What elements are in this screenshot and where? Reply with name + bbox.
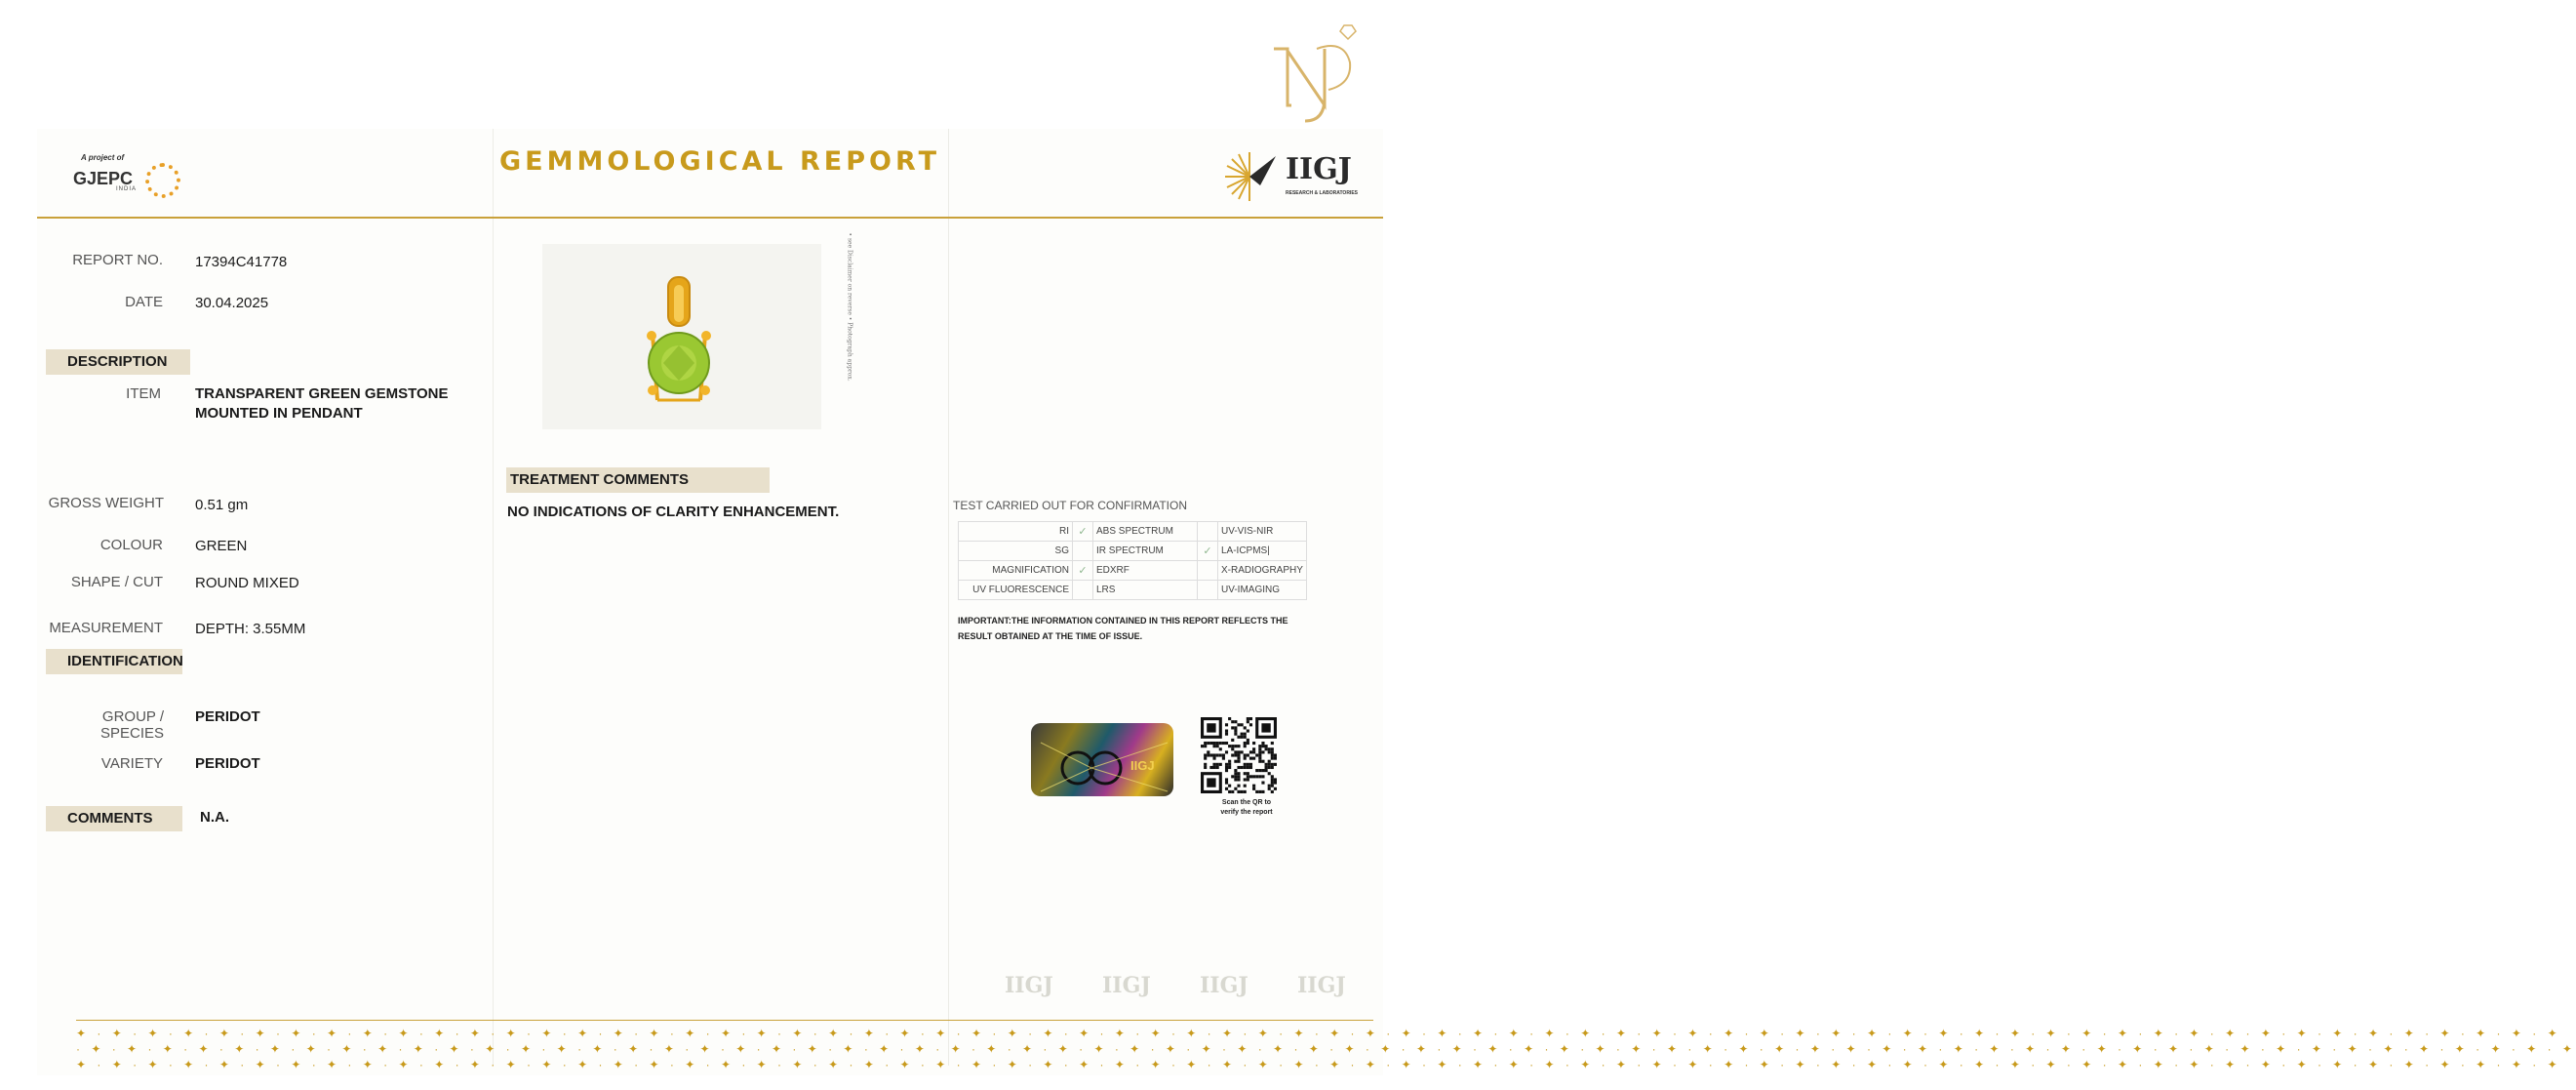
report-no-value: 17394C41778 [195,254,288,270]
test-check: ✓ [1198,542,1218,561]
test-check: ✓ [1073,561,1093,581]
qr-caption-line2: verify the report [1220,809,1273,816]
iigj-name: IIGJ [1286,152,1352,186]
fold-line [948,129,949,1066]
qr-code [1201,717,1277,793]
gjepc-sub: INDIA [116,186,138,192]
test-name: UV-IMAGING [1218,581,1307,600]
test-name: EDXRF [1093,561,1198,581]
important-note [958,613,1289,644]
gross-weight-label: GROSS WEIGHT [48,495,164,511]
treatment-comments-text: NO INDICATIONS OF CLARITY ENHANCEMENT. [507,504,840,520]
colour-label: COLOUR [99,537,163,553]
test-name: RI [959,522,1073,542]
iigj-watermark: IIGJ [1005,973,1053,998]
shape-label: SHAPE / CUT [70,574,163,590]
tests-row [959,522,1307,542]
decorative-star-border: ✦ · ✦ · ✦ · ✦ · ✦ · ✦ · ✦ · ✦ · ✦ · ✦ · ✦ · ✦ · ✦ · ✦ · ✦ · ✦ · ✦ · ✦ · ✦ · ✦ · ✦ · ✦ · ✦ · ✦ · ✦ · ✦ · ✦ · ✦ · ✦ · ✦ · ✦ · ✦ · ✦ · ✦ · ✦ · ✦ · ✦ · ✦ · ✦ · ✦ · ✦ · ✦ · ✦ · ✦ · ✦ · ✦ · ✦ · ✦ · ✦ · ✦ · ✦ · ✦ · ✦ · ✦ · ✦ · ✦ · ✦ · ✦ · ✦ · ✦ · ✦ · ✦ · ✦ · ✦ · ✦ · ✦ · ✦ · ✦ · ✦ · ✦ [76,1027,2561,1040]
header-divider [37,217,1383,219]
gjepc-emblem-icon [145,163,180,198]
iigj-sub: RESEARCH & LABORATORIES [1286,190,1358,196]
test-name: UV FLUORESCENCE [959,581,1073,600]
test-name: LRS [1093,581,1198,600]
test-check [1198,522,1218,542]
item-value-line1: TRANSPARENT GREEN GEMSTONE [195,385,449,402]
gross-weight-value: 0.51 gm [195,497,249,513]
gem-photo [542,244,821,429]
important-label: IMPORTANT: [958,616,1011,626]
test-check [1198,581,1218,600]
date-value: 30.04.2025 [195,295,269,311]
measurement-label: MEASUREMENT [49,620,163,636]
gjepc-tagline: A project of [81,153,125,162]
group-species-label: GROUP / SPECIES [99,708,164,742]
important-line2: RESULT OBTAINED AT THE TIME OF ISSUE. [958,631,1143,641]
tests-row [959,542,1307,561]
tests-heading: TEST CARRIED OUT FOR CONFIRMATION [953,499,1188,512]
test-name: UV-VIS-NIR [1218,522,1307,542]
test-check: ✓ [1073,522,1093,542]
description-heading [46,349,190,375]
decorative-star-border: · ✦ · ✦ · ✦ · ✦ · ✦ · ✦ · ✦ · ✦ · ✦ · ✦ · ✦ · ✦ · ✦ · ✦ · ✦ · ✦ · ✦ · ✦ · ✦ · ✦ · ✦ · ✦ · ✦ · ✦ · ✦ · ✦ · ✦ · ✦ · ✦ · ✦ · ✦ · ✦ · ✦ · ✦ · ✦ · ✦ · ✦ · ✦ · ✦ · ✦ · ✦ · ✦ · ✦ · ✦ · ✦ · ✦ · ✦ · ✦ · ✦ · ✦ · ✦ · ✦ · ✦ · ✦ · ✦ · ✦ · ✦ · ✦ · ✦ · ✦ · ✦ · ✦ · ✦ · ✦ · ✦ · ✦ · ✦ · ✦ · ✦ · ✦ [76,1042,2576,1056]
page-title: GEMMOLOGICAL REPORT [499,146,940,177]
hologram-text: IIGJ [1130,758,1155,773]
qr-caption [1208,798,1286,818]
tests-table [958,521,1307,600]
comments-heading [46,806,182,831]
shape-value: ROUND MIXED [195,575,299,591]
test-name: IR SPECTRUM [1093,542,1198,561]
gjepc-name: GJEPC [73,169,134,188]
test-check [1198,561,1218,581]
iigj-watermark: IIGJ [1200,973,1248,998]
test-check [1073,542,1093,561]
tests-row [959,561,1307,581]
iigj-logo [1221,146,1377,207]
treatment-comments-heading-text: TREATMENT COMMENTS [510,471,690,488]
test-name: X-RADIOGRAPHY [1218,561,1307,581]
iigj-watermark: IIGJ [1297,973,1346,998]
item-value-line2: MOUNTED IN PENDANT [195,405,363,422]
qr-caption-line1: Scan the QR to [1221,799,1272,806]
test-check [1073,581,1093,600]
report-no-label: REPORT NO. [72,252,163,268]
treatment-comments-heading [506,467,770,493]
important-line1: THE INFORMATION CONTAINED IN THIS REPORT REFLECTS THE [1011,616,1288,626]
gjepc-logo [73,151,190,200]
group-species-value: PERIDOT [195,708,260,725]
tests-row [959,581,1307,600]
measurement-value: DEPTH: 3.55MM [195,621,306,637]
identification-heading [46,649,182,674]
identification-heading-text: IDENTIFICATION [67,653,183,669]
description-heading-text: DESCRIPTION [67,353,168,370]
test-name: MAGNIFICATION [959,561,1073,581]
iigj-sunburst-icon [1221,148,1278,205]
bottom-divider [76,1020,1373,1021]
comments-value: N.A. [200,809,229,826]
nj-monogram-logo [1266,20,1364,127]
hologram-seal [1031,723,1173,796]
variety-label: VARIETY [100,755,163,772]
decorative-star-border: ✦ · ✦ · ✦ · ✦ · ✦ · ✦ · ✦ · ✦ · ✦ · ✦ · ✦ · ✦ · ✦ · ✦ · ✦ · ✦ · ✦ · ✦ · ✦ · ✦ · ✦ · ✦ · ✦ · ✦ · ✦ · ✦ · ✦ · ✦ · ✦ · ✦ · ✦ · ✦ · ✦ · ✦ · ✦ · ✦ · ✦ · ✦ · ✦ · ✦ · ✦ · ✦ · ✦ · ✦ · ✦ · ✦ · ✦ · ✦ · ✦ · ✦ · ✦ · ✦ · ✦ · ✦ · ✦ · ✦ · ✦ · ✦ · ✦ · ✦ · ✦ · ✦ · ✦ · ✦ · ✦ · ✦ · ✦ · ✦ · ✦ · ✦ [76,1058,2561,1071]
fold-line [493,129,494,1066]
date-label: DATE [125,294,163,310]
variety-value: PERIDOT [195,755,260,772]
test-name: ABS SPECTRUM [1093,522,1198,542]
colour-value: GREEN [195,538,248,554]
photo-side-note: • see Disclaimer on reverse • Photograph approx. [846,232,853,382]
iigj-watermark-row [993,971,1378,1004]
test-name: LA-ICPMS| [1218,542,1307,561]
test-name: SG [959,542,1073,561]
iigj-watermark: IIGJ [1102,973,1151,998]
comments-heading-text: COMMENTS [67,810,153,827]
item-label: ITEM [126,385,161,402]
